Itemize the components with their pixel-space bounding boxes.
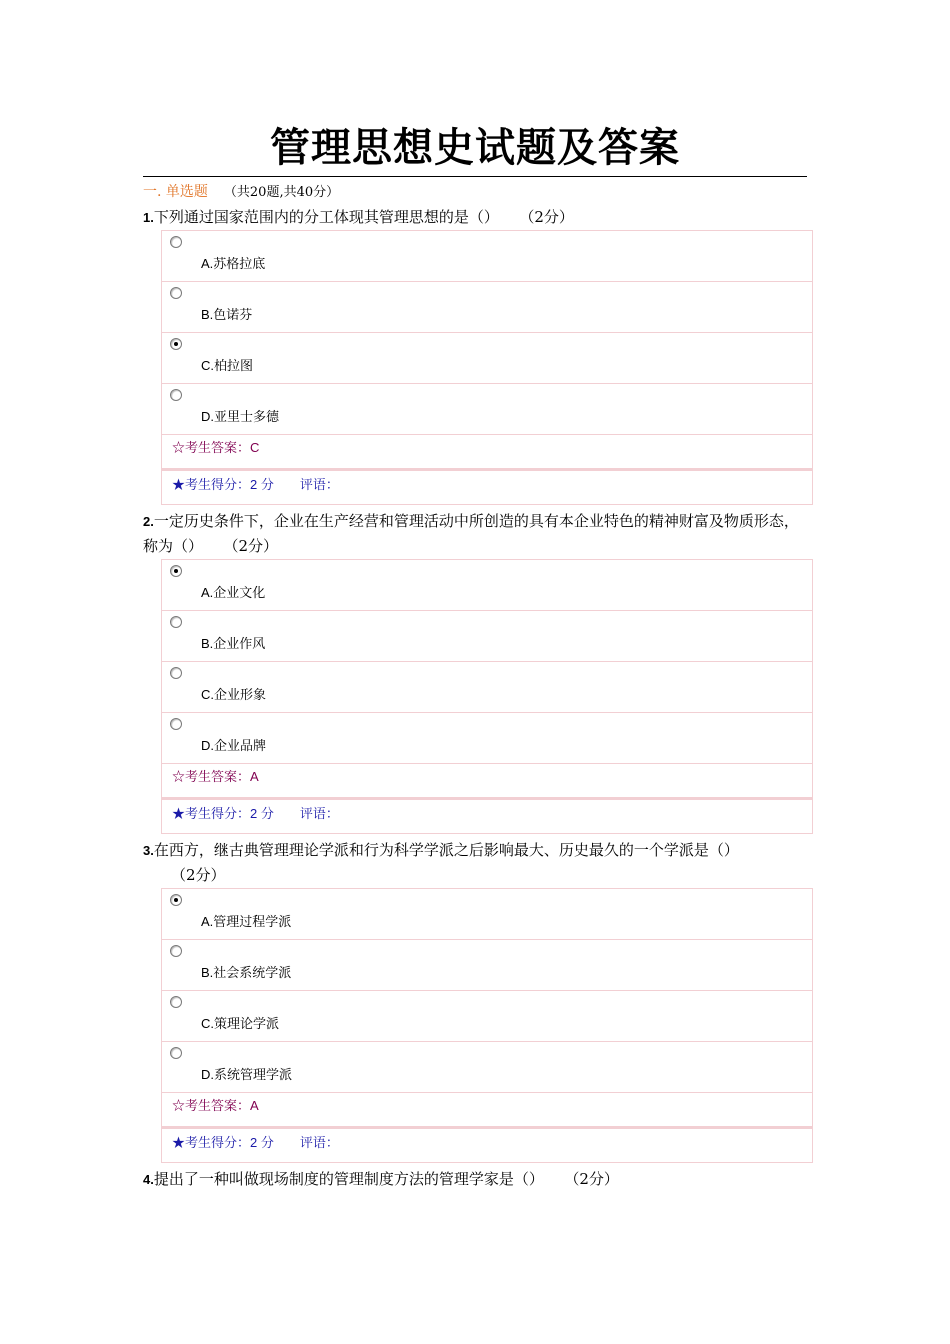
question-1-options <box>161 230 813 505</box>
question-text: 一定历史条件下，企业在生产经营和管理活动中所创造的具有本企业特色的精神财富及物质形态，称为（） <box>143 512 799 555</box>
question-3-options <box>161 888 813 1163</box>
radio-button-icon[interactable] <box>170 996 182 1008</box>
radio-button-icon[interactable] <box>170 236 182 248</box>
option-d[interactable] <box>162 713 812 764</box>
radio-button-selected-icon[interactable] <box>170 894 182 906</box>
student-score: ★考生得分：2 分 评语： <box>172 477 339 493</box>
question-text: 下列通过国家范围内的分工体现其管理思想的是（） <box>153 208 499 226</box>
question-number: 3. <box>143 843 154 858</box>
comment-label: 评语： <box>299 1136 339 1151</box>
question-points: （2分） <box>571 1170 619 1188</box>
comment-label: 评语： <box>299 478 339 493</box>
option-label: B.社会系统学派 <box>201 965 292 981</box>
student-answer: ☆考生答案：A <box>162 1093 812 1129</box>
radio-button-icon[interactable] <box>170 616 182 628</box>
question-3 <box>143 838 807 888</box>
section-header <box>143 181 807 203</box>
radio-button-icon[interactable] <box>170 389 182 401</box>
radio-button-icon[interactable] <box>170 287 182 299</box>
question-2-options <box>161 559 813 834</box>
option-a[interactable] <box>162 560 812 611</box>
student-score: ★考生得分：2 分 评语： <box>172 806 339 822</box>
option-label: C.策理论学派 <box>201 1016 280 1032</box>
question-1 <box>143 205 807 230</box>
option-a[interactable] <box>162 889 812 940</box>
title-divider <box>143 176 807 177</box>
option-b[interactable] <box>162 282 812 333</box>
option-label: A.苏格拉底 <box>201 256 266 272</box>
question-points: （2分） <box>231 537 279 555</box>
radio-button-icon[interactable] <box>170 667 182 679</box>
exam-page <box>143 120 807 1192</box>
option-label: B.企业作风 <box>201 636 266 652</box>
comment-label: 评语： <box>299 807 339 822</box>
option-label: A.企业文化 <box>201 585 266 601</box>
radio-button-icon[interactable] <box>170 1047 182 1059</box>
question-number: 2. <box>143 514 154 529</box>
radio-button-icon[interactable] <box>170 718 182 730</box>
section-meta: （共20题,共40分） <box>223 185 340 200</box>
option-c[interactable] <box>162 333 812 384</box>
option-b[interactable] <box>162 611 812 662</box>
question-number: 4. <box>143 1172 154 1187</box>
question-points: （2分） <box>526 208 574 226</box>
question-number: 1. <box>143 210 154 225</box>
option-label: D.企业品牌 <box>201 738 267 754</box>
option-label: B.色诺芬 <box>201 307 253 323</box>
option-d[interactable] <box>162 1042 812 1093</box>
question-points: （2分） <box>171 866 226 884</box>
option-label: C.柏拉图 <box>201 358 254 374</box>
question-text: 提出了一种叫做现场制度的管理制度方法的管理学家是（） <box>153 1170 544 1188</box>
option-a[interactable] <box>162 231 812 282</box>
page-title: 管理思想史试题及答案 <box>270 124 680 171</box>
option-c[interactable] <box>162 662 812 713</box>
question-2 <box>143 509 807 559</box>
question-text: 在西方，继古典管理理论学派和行为科学学派之后影响最大、历史最久的一个学派是（） <box>153 841 739 859</box>
option-b[interactable] <box>162 940 812 991</box>
section-name: 一. 单选题 <box>143 184 208 200</box>
radio-button-icon[interactable] <box>170 945 182 957</box>
student-answer: ☆考生答案：C <box>162 435 812 471</box>
option-label: D.系统管理学派 <box>201 1067 293 1083</box>
radio-button-selected-icon[interactable] <box>170 338 182 350</box>
student-answer: ☆考生答案：A <box>162 764 812 800</box>
option-label: C.企业形象 <box>201 687 267 703</box>
option-d[interactable] <box>162 384 812 435</box>
option-c[interactable] <box>162 991 812 1042</box>
option-label: D.亚里士多德 <box>201 409 280 425</box>
radio-button-selected-icon[interactable] <box>170 565 182 577</box>
question-4 <box>143 1167 807 1192</box>
student-score: ★考生得分：2 分 评语： <box>172 1135 339 1151</box>
option-label: A.管理过程学派 <box>201 914 292 930</box>
